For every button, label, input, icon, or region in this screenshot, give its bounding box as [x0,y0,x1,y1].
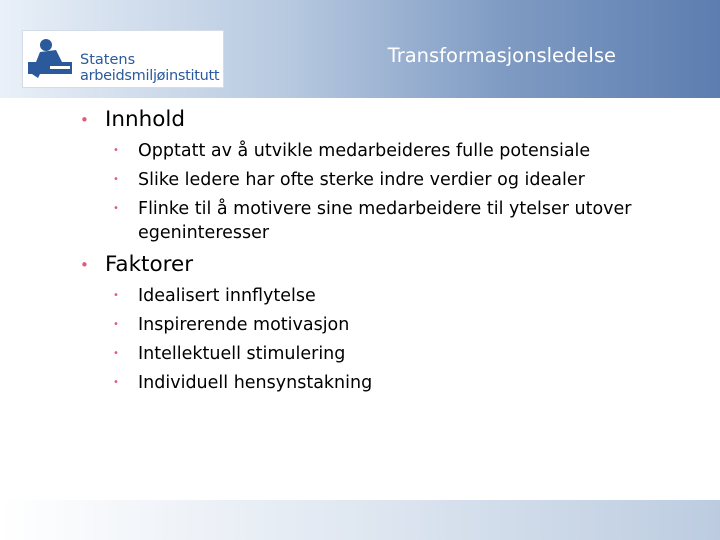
bullet-icon: • [113,348,119,359]
bullet-icon: • [113,174,119,185]
slide-title: Transformasjonsledelse [387,44,616,67]
slide-footer [0,500,720,540]
list-item-label: Opptatt av å utvikle medarbeideres fulle potensiale [138,141,591,161]
list-item-label: Individuell hensynstakning [138,373,373,393]
list-item-label: Intellektuell stimulering [138,344,346,364]
bullet-icon: • [113,145,119,156]
list-item-label: Slike ledere har ofte sterke indre verdier og idealer [138,170,585,190]
logo-text-line1: Statens [80,52,136,68]
section-heading-label: Faktorer [105,252,194,277]
list-item-label: Inspirerende motivasjon [138,315,350,335]
bullet-icon: • [113,377,119,388]
section-heading-label: Innhold [105,107,185,132]
bullet-icon: • [80,111,89,129]
logo-text-line2: arbeidsmiljøinstitutt [80,68,220,84]
bullet-icon: • [113,203,119,214]
list-item-label: Flinke til å motivere sine medarbeidere til ytelser utover egeninteresser [138,199,632,243]
bullet-icon: • [80,256,89,274]
bullet-icon: • [113,319,119,330]
list-item-label: Idealisert innflytelse [138,286,316,306]
bullet-icon: • [113,290,119,301]
